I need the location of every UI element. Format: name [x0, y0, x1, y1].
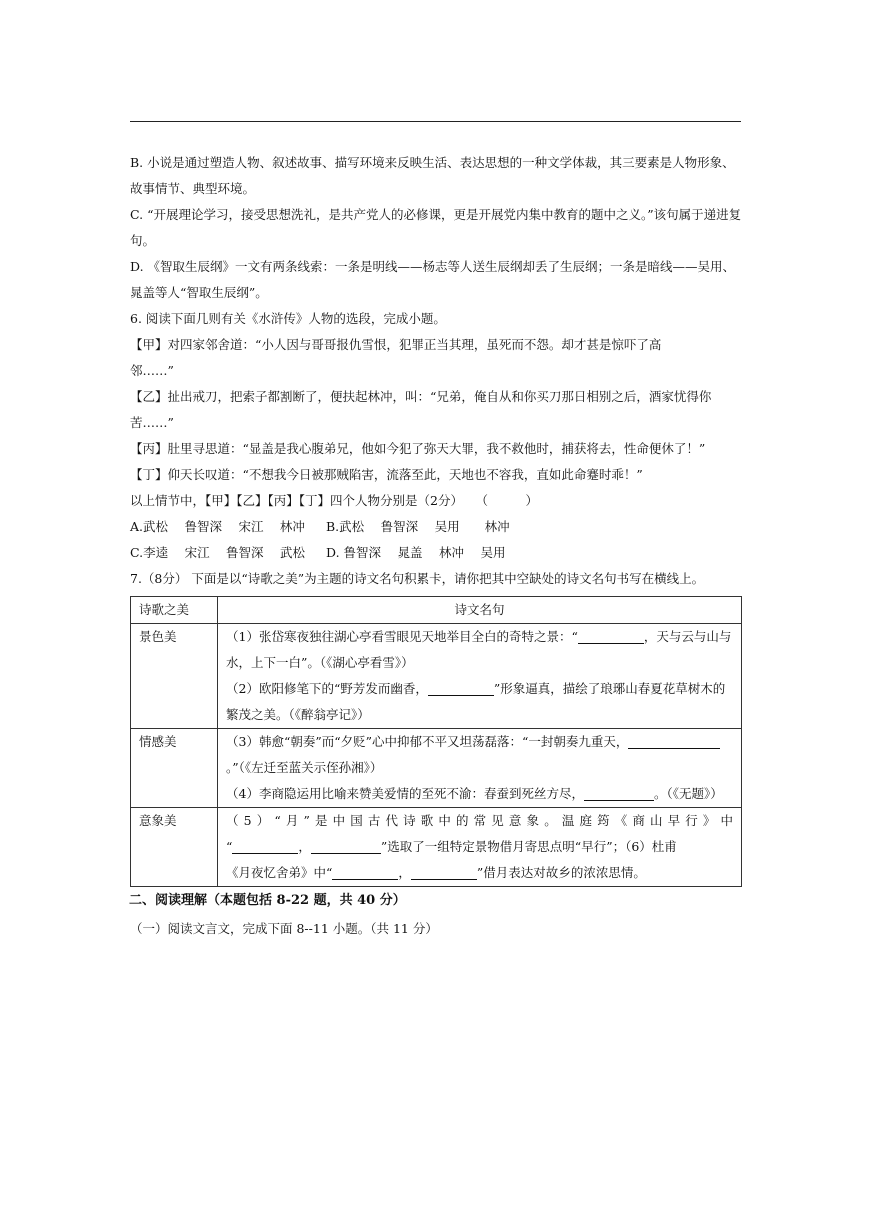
item-6-text-b: ”借月表达对故乡的浓浓思情。: [476, 865, 646, 880]
q6-option-a: A.武松 鲁智深 宋江 林冲: [130, 519, 305, 534]
answer-blank-6b[interactable]: [411, 865, 477, 880]
q6-option-c: C.李逵 宋江 鲁智深 武松: [130, 545, 306, 560]
section-2-subtitle: （一）阅读文言文，完成下面 8--11 小题。（共 11 分）: [130, 921, 438, 936]
q6-option-d: D. 鲁智深 晁盖 林冲 吴用: [326, 545, 506, 560]
poem-table: [130, 596, 742, 887]
section-2-title: 二、阅读理解（本题包括 8-22 题，共 40 分）: [129, 893, 406, 908]
q6-options-row2: [130, 540, 742, 566]
item-6-line: [226, 860, 733, 886]
item-5-comma: ，: [298, 839, 311, 854]
item-3: [226, 729, 733, 781]
poem-table-header: [131, 597, 742, 624]
item-1: [226, 624, 733, 676]
answer-blank-4[interactable]: [584, 786, 654, 801]
header-rule: [130, 121, 741, 122]
q6-question: 以上情节中，【甲】【乙】【丙】【丁】四个人物分别是（2分） （ ）: [130, 493, 538, 508]
header-lines: 诗文名句: [218, 597, 742, 624]
answer-blank-3[interactable]: [628, 734, 720, 749]
item-6-text-a: 《月夜忆舍弟》中“: [226, 865, 333, 880]
answer-blank-6a[interactable]: [332, 865, 398, 880]
document-body: [130, 150, 742, 941]
row-content-emotion: [218, 729, 742, 808]
answer-blank-5b[interactable]: [311, 839, 381, 854]
q6-stem: 6. 阅读下面几则有关《水浒传》人物的选段，完成小题。: [130, 311, 446, 326]
item-2-text-a: （2）欧阳修笔下的“野芳发而幽香，: [226, 681, 428, 696]
item-6-comma: ，: [398, 865, 411, 880]
item-5-text: ”选取了一组特定景物借月寄思点明“早行”；（6）杜甫: [380, 839, 677, 854]
row-content-scenery: [218, 624, 742, 729]
item-4-text-b: 。（《无题》）: [653, 786, 723, 801]
header-category: 诗歌之美: [131, 597, 218, 624]
row-label-imagery: 意象美: [131, 808, 218, 887]
q6-options-row1: [130, 514, 742, 540]
table-row: [131, 808, 742, 887]
item-5-open-quote: “: [226, 839, 233, 854]
q6-option-b: B.武松 鲁智深 吴用 林冲: [326, 519, 510, 534]
row-label-emotion: 情感美: [131, 729, 218, 808]
q5-option-c: C. “开展理论学习，接受思想洗礼，是共产党人的必修课，更是开展党内集中教育的题中之义。”该句属于递进复句。: [130, 207, 742, 248]
item-1-text-b: ，天与云与山与水，上下一白”。（《湖心亭看雪》）: [226, 629, 732, 670]
q6-excerpt-bing: 【丙】肚里寻思道：“显盖是我心腹弟兄，他如今犯了弥天大罪，我不救他时，捕获将去，性命便休了！”: [130, 441, 706, 456]
answer-blank-2[interactable]: [428, 681, 494, 696]
q6-excerpt-ding: 【丁】仰天长叹道：“不想我今日被那贼陷害，流落至此，天地也不容我，直如此命蹇时乖！”: [130, 467, 643, 482]
item-5-line2: [226, 834, 733, 860]
item-4: [226, 781, 733, 807]
answer-blank-5a[interactable]: [232, 839, 298, 854]
item-4-text-a: （4）李商隐运用比喻来赞美爱情的至死不渝：春蚕到死丝方尽，: [226, 786, 584, 801]
row-label-scenery: 景色美: [131, 624, 218, 729]
q6-excerpt-yi: 【乙】扯出戒刀，把索子都割断了，便扶起林冲，叫：“兄弟，俺自从和你买刀那日相别之后，酒家忧得你苦……”: [130, 389, 712, 430]
table-row: [131, 729, 742, 808]
item-2: [226, 676, 733, 728]
table-row: [131, 624, 742, 729]
item-3-text-b: 。”（《左迁至蓝关示侄孙湘》）: [226, 760, 383, 775]
row-content-imagery: [218, 808, 742, 887]
q5-option-d: D. 《智取生辰纲》一文有两条线索：一条是明线——杨志等人送生辰纲却丢了生辰纲；一条是暗线——吴用、晁盖等人“智取生辰纲”。: [130, 259, 736, 300]
item-5-line1: （5）“月”是中国古代诗歌中的常见意象。温庭筠《商山早行》中: [226, 813, 733, 828]
item-2-text-b: ”形象逼真，描绘了琅琊山春夏花草树木的繁茂之美。（《醉翁亭记》）: [226, 681, 726, 722]
item-3-text-a: （3）韩愈“朝奏”而“夕贬”心中抑郁不平又坦荡磊落：“一封朝奏九重天，: [226, 734, 629, 749]
answer-blank-1[interactable]: [578, 629, 644, 644]
q5-option-b: B. 小说是通过塑造人物、叙述故事、描写环境来反映生活、表达思想的一种文学体裁，其三要素是人物形象、故事情节、典型环境。: [130, 155, 735, 196]
q6-excerpt-jia: 【甲】对四家邻舍道：“小人因与哥哥报仇雪恨，犯罪正当其理，虽死而不怨。却才甚是惊吓了高邻……”: [130, 337, 662, 378]
item-1-text-a: （1）张岱寒夜独往湖心亭看雪眼见天地举目全白的奇特之景：“: [226, 629, 578, 644]
q7-stem: 7.（8分） 下面是以“诗歌之美”为主题的诗文名句积累卡，请你把其中空缺处的诗文名句书写在横线上。: [130, 571, 705, 586]
